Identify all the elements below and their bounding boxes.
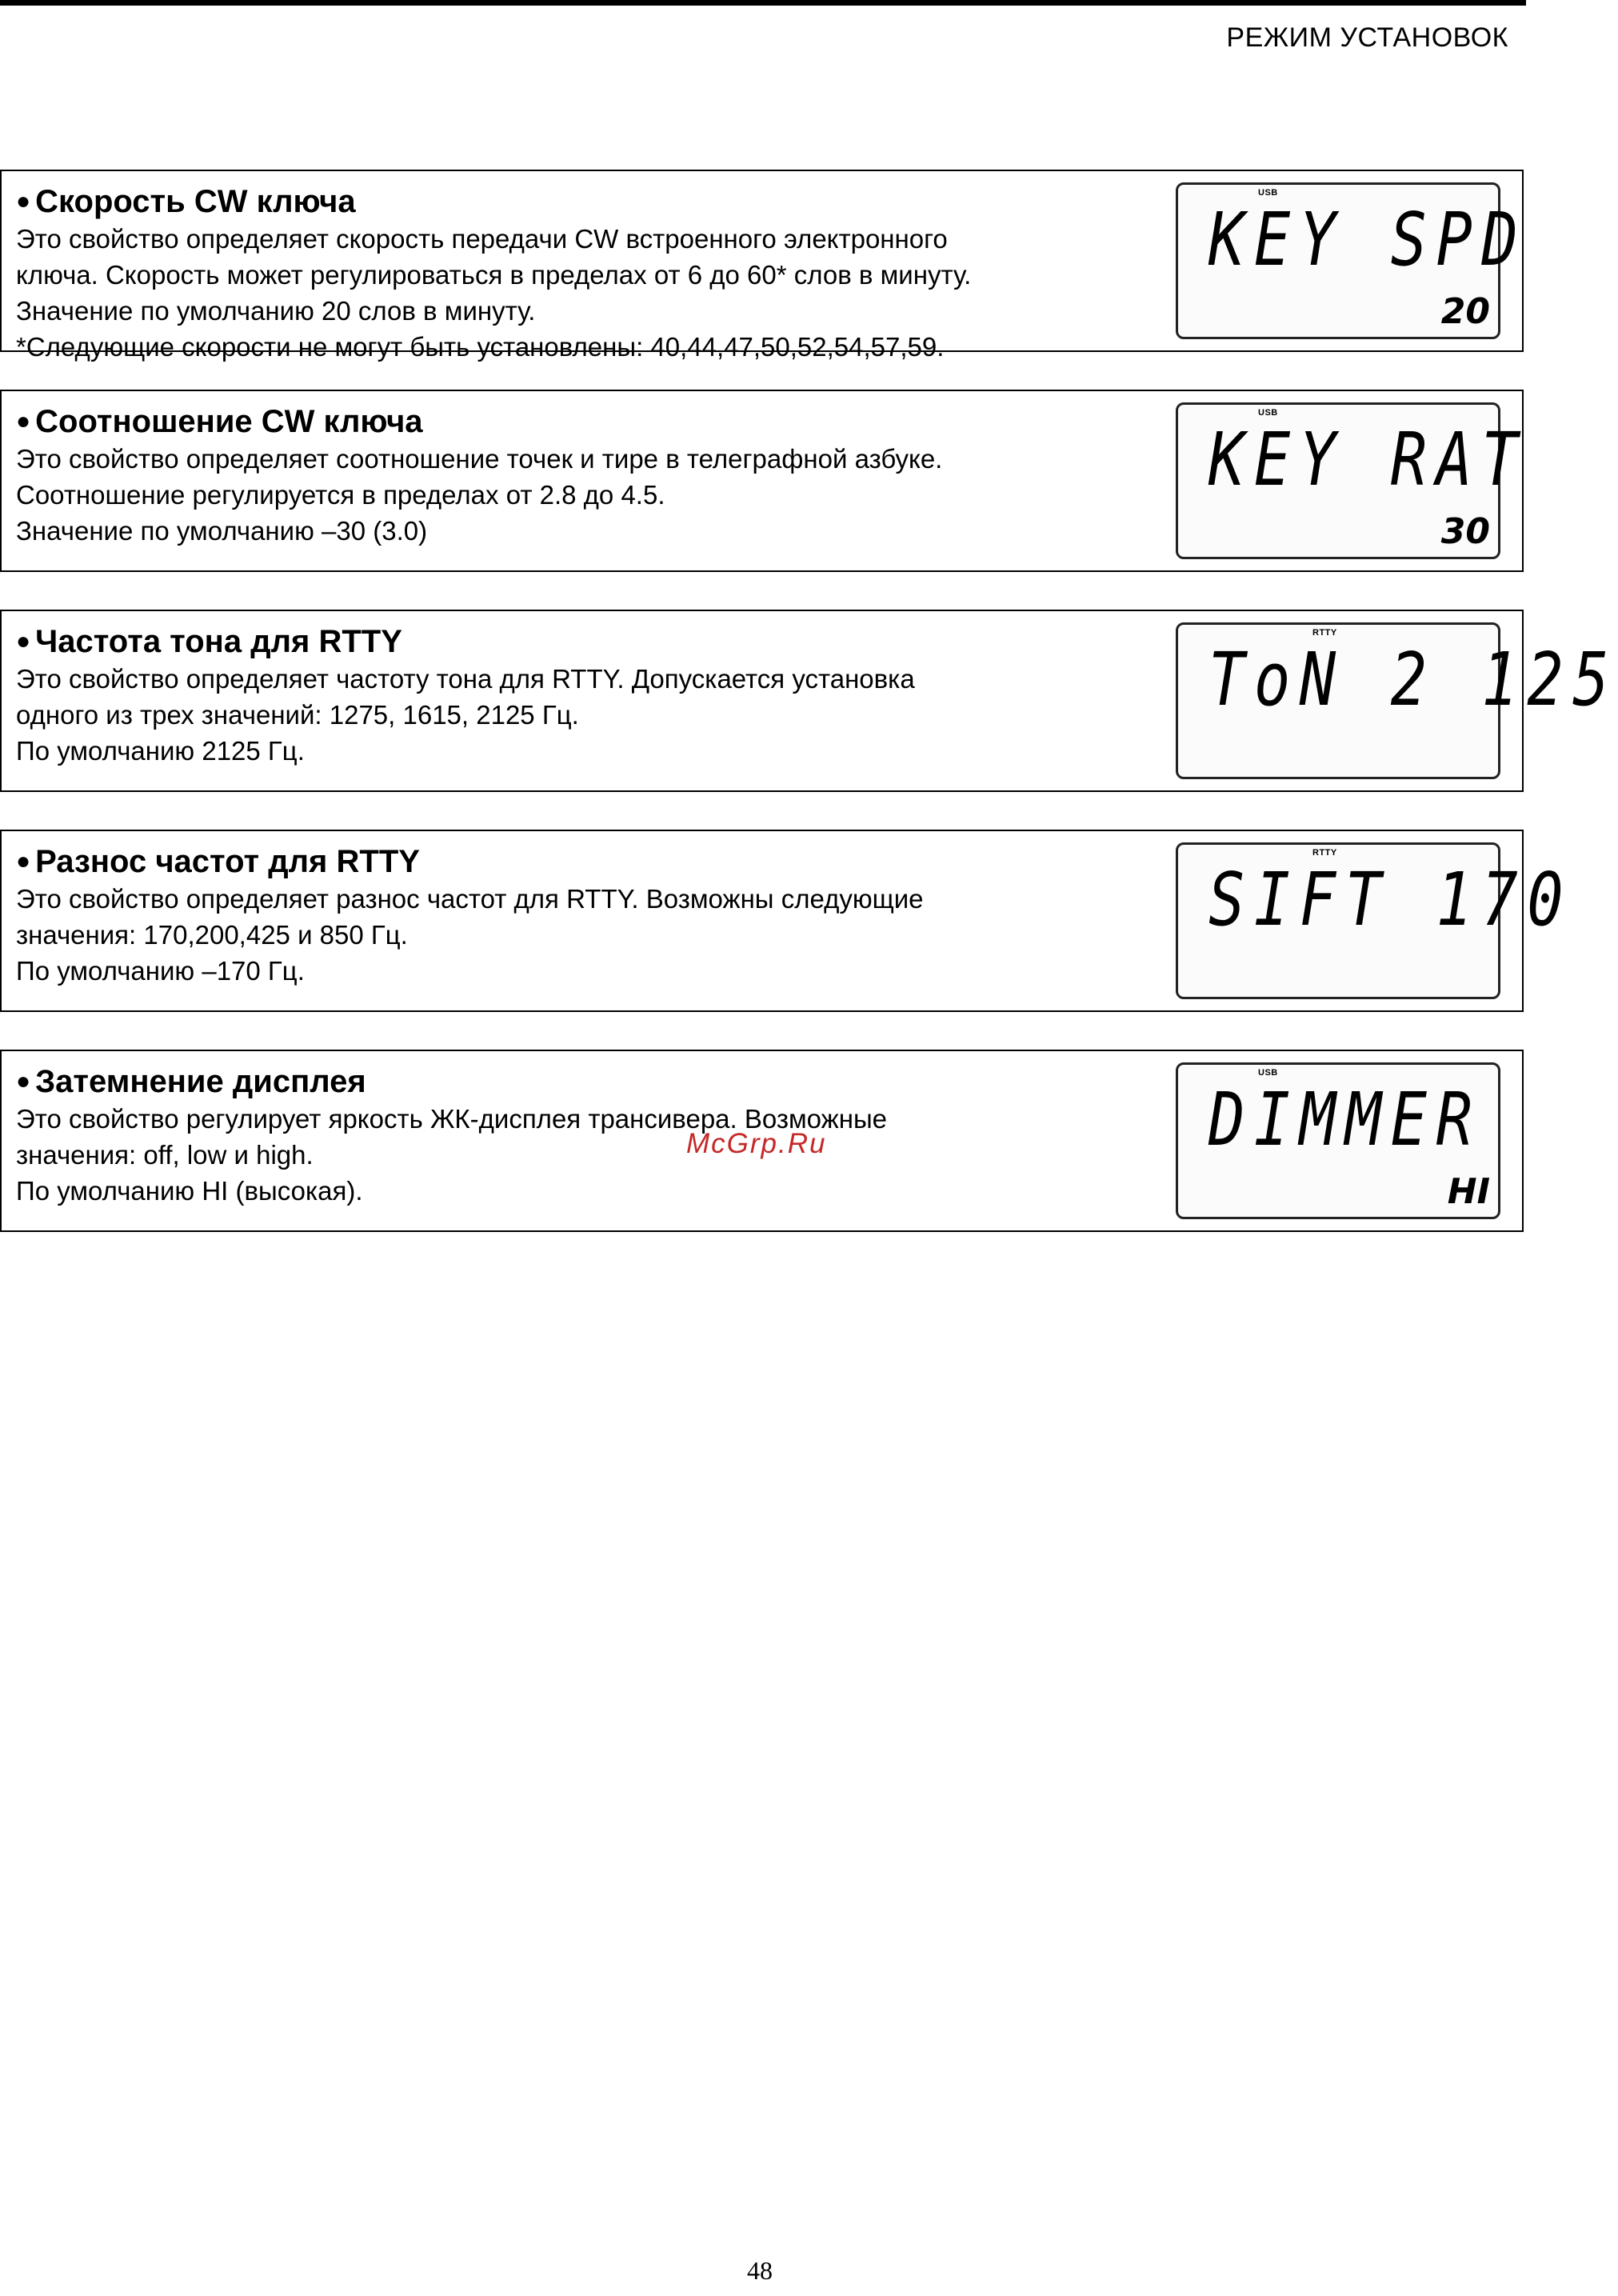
section-title-text: Соотношение CW ключа xyxy=(35,404,423,439)
lcd-mode-indicator: RTTY xyxy=(1312,628,1337,638)
bullet-icon: ● xyxy=(16,408,31,434)
top-rule xyxy=(0,0,1526,6)
bullet-icon: ● xyxy=(16,848,31,874)
section-title xyxy=(16,622,1152,661)
section-line: Это свойство определяет разнос частот для RTTY. Возможны следующие xyxy=(16,884,924,914)
lcd-mode-indicator: USB xyxy=(1258,1068,1278,1078)
section-title-text: Скорость CW ключа xyxy=(35,184,356,219)
section-line: Это свойство определяет частоту тона для RTTY. Допускается установка xyxy=(16,664,915,694)
lcd-display xyxy=(1176,182,1528,339)
section-line: ключа. Скорость может регулироваться в пределах от 6 до 60* слов в минуту. xyxy=(16,260,972,290)
section-title-text: Затемнение дисплея xyxy=(35,1064,366,1099)
section-line: *Следующие скорости не могут быть установлены: 40,44,47,50,52,54,57,59. xyxy=(16,332,945,362)
lcd-display xyxy=(1176,842,1573,999)
section-line: значения: 170,200,425 и 850 Гц. xyxy=(16,920,408,950)
section-title xyxy=(16,1062,1152,1101)
section-line: Это свойство определяет скорость передачи CW встроенного электронного xyxy=(16,224,948,254)
section-line: По умолчанию HI (высокая). xyxy=(16,1176,363,1206)
lcd-mode-indicator: USB xyxy=(1258,188,1278,198)
bullet-icon: ● xyxy=(16,188,31,214)
lcd-main-text: ToN 2 125 xyxy=(1209,637,1618,722)
section-line: По умолчанию –170 Гц. xyxy=(16,956,305,986)
section-line: Это свойство регулирует яркость ЖК-дисплея трансивера. Возможные xyxy=(16,1104,888,1134)
section-line: значения: off, low и high. xyxy=(16,1140,314,1170)
section-line: По умолчанию 2125 Гц. xyxy=(16,736,305,766)
page-number: 48 xyxy=(747,2256,773,2285)
setting-section-key-ratio xyxy=(0,390,1528,572)
section-line: одного из трех значений: 1275, 1615, 2125 Гц. xyxy=(16,700,579,730)
lcd-main-text: KEY SPD xyxy=(1209,197,1528,282)
section-title-text: Разнос частот для RTTY xyxy=(35,844,420,879)
setting-section-key-speed xyxy=(0,170,1528,362)
bullet-icon: ● xyxy=(16,1068,31,1094)
section-title xyxy=(16,402,1152,441)
lcd-display xyxy=(1176,402,1528,559)
lcd-value: HI xyxy=(1447,1171,1490,1212)
lcd-main-text: SIFT 170 xyxy=(1209,857,1573,942)
lcd-value: 30 xyxy=(1440,511,1490,552)
section-line: Соотношение регулируется в пределах от 2.8 до 4.5. xyxy=(16,480,665,510)
section-line: Значение по умолчанию 20 слов в минуту. xyxy=(16,296,536,326)
section-title xyxy=(16,842,1152,881)
lcd-main-text: KEY RAT xyxy=(1209,417,1528,502)
lcd-display xyxy=(1176,1062,1500,1219)
setting-section-rtty-tone xyxy=(0,610,1618,792)
lcd-value: 20 xyxy=(1440,291,1490,332)
section-title-text: Частота тона для RTTY xyxy=(35,624,402,659)
lcd-display xyxy=(1176,622,1618,779)
lcd-main-text: DIMMER xyxy=(1209,1077,1482,1162)
page-header-title: РЕЖИМ УСТАНОВОК xyxy=(1226,22,1508,53)
setting-section-rtty-shift xyxy=(0,830,1573,1012)
watermark: McGrp.Ru xyxy=(686,1128,827,1159)
bullet-icon: ● xyxy=(16,628,31,654)
section-line: Это свойство определяет соотношение точек и тире в телеграфной азбуке. xyxy=(16,444,943,474)
section-line: Значение по умолчанию –30 (3.0) xyxy=(16,516,428,546)
lcd-mode-indicator: RTTY xyxy=(1312,848,1337,858)
section-title xyxy=(16,182,1152,221)
lcd-mode-indicator: USB xyxy=(1258,408,1278,418)
